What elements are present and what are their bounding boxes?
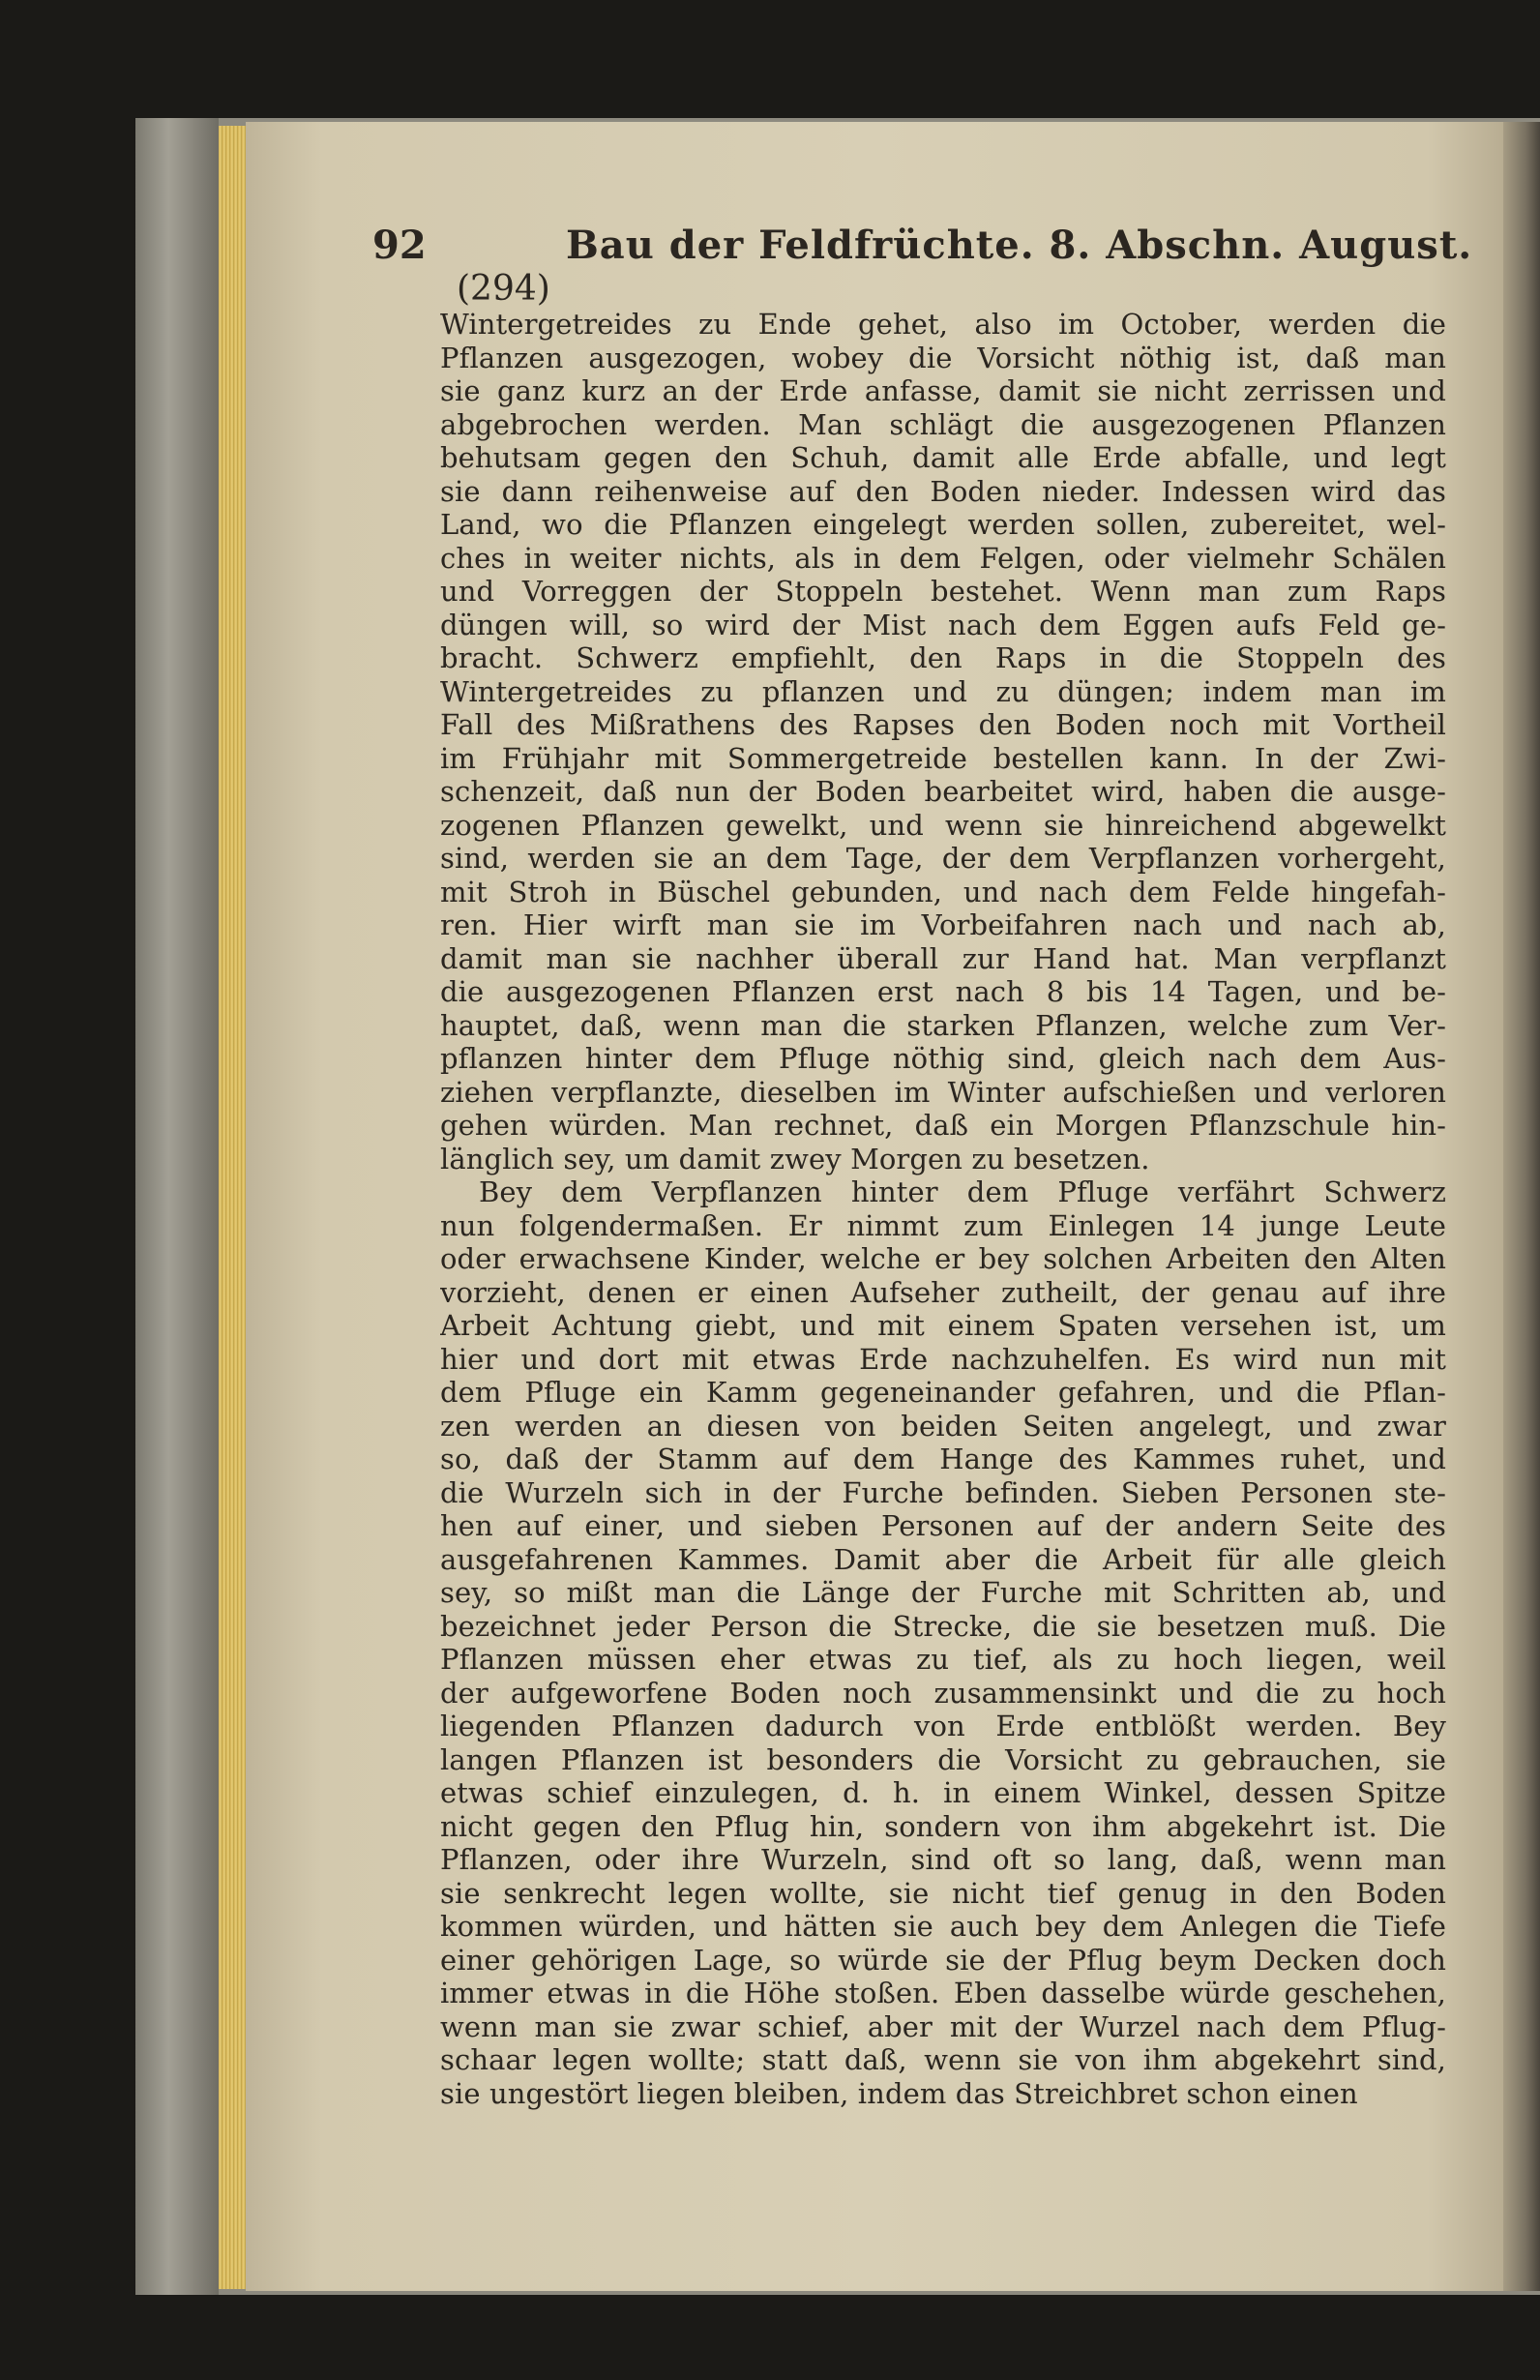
text-line: hauptet, daß, wenn man die starken Pflanzen, welche zum Ver-: [440, 1008, 1446, 1042]
text-line: mit Stroh in Büschel gebunden, und nach dem Felde hingefah-: [440, 875, 1446, 908]
text-line: ches in weiter nichts, als in dem Felgen, oder vielmehr Schälen: [440, 541, 1446, 575]
text-line: zen werden an diesen von beiden Seiten angelegt, und zwar: [440, 1409, 1446, 1443]
text-line: sey, so mißt man die Länge der Furche mit Schritten ab, und: [440, 1576, 1446, 1609]
section-number: (294): [457, 269, 550, 309]
text-line: sie dann reihenweise auf den Boden nieder. Indessen wird das: [440, 474, 1446, 508]
text-line: länglich sey, um damit zwey Morgen zu besetzen.: [440, 1142, 1150, 1175]
text-line: pflanzen hinter dem Pfluge nöthig sind, gleich nach dem Aus-: [440, 1042, 1446, 1075]
text-line: Pflanzen müssen eher etwas zu tief, als zu hoch liegen, weil: [440, 1643, 1446, 1676]
text-line: ziehen verpflanzte, dieselben im Winter aufschießen und verloren: [440, 1075, 1446, 1109]
text-line: hier und dort mit etwas Erde nachzuhelfen. Es wird nun mit: [440, 1342, 1446, 1376]
text-line: hen auf einer, und sieben Personen auf der andern Seite des: [440, 1509, 1446, 1542]
text-line: Fall des Mißrathens des Rapses den Boden noch mit Vortheil: [440, 708, 1446, 741]
text-line: schenzeit, daß nun der Boden bearbeitet wird, haben die ausge-: [440, 775, 1446, 808]
text-line: Pflanzen ausgezogen, wobey die Vorsicht nöthig ist, daß man: [440, 341, 1446, 374]
text-line: sie ganz kurz an der Erde anfasse, damit sie nicht zerrissen und: [440, 374, 1446, 407]
text-line: immer etwas in die Höhe stoßen. Eben dasselbe würde geschehen,: [440, 1977, 1446, 2009]
text-line: bezeichnet jeder Person die Strecke, die sie besetzen muß. Die: [440, 1609, 1446, 1643]
text-line: behutsam gegen den Schuh, damit alle Erde abfalle, und legt: [440, 441, 1446, 474]
text-line: Land, wo die Pflanzen eingelegt werden sollen, zubereitet, wel-: [440, 508, 1446, 541]
text-line: Bey dem Verpflanzen hinter dem Pfluge verfährt Schwerz: [479, 1175, 1446, 1208]
text-line: die ausgezogenen Pflanzen erst nach 8 bis 14 Tagen, und be-: [440, 975, 1446, 1008]
page-header: [372, 223, 1473, 309]
text-line: sind, werden sie an dem Tage, der dem Verpflanzen vorhergeht,: [440, 842, 1446, 875]
body-text: [440, 308, 1446, 2110]
text-line: wenn man sie zwar schief, aber mit der Wurzel nach dem Pflug-: [440, 2009, 1446, 2043]
text-line: abgebrochen werden. Man schlägt die ausgezogenen Pflanzen: [440, 407, 1446, 441]
text-line: Wintergetreides zu Ende gehet, also im October, werden die: [440, 308, 1446, 341]
text-line: etwas schief einzulegen, d. h. in einem Winkel, dessen Spitze: [440, 1776, 1446, 1809]
text-line: Wintergetreides zu pflanzen und zu düngen; indem man im: [440, 674, 1446, 708]
text-line: die Wurzeln sich in der Furche befinden. Sieben Personen ste-: [440, 1475, 1446, 1509]
text-line: Pflanzen, oder ihre Wurzeln, sind oft so lang, daß, wenn man: [440, 1843, 1446, 1876]
text-line: sie ungestört liegen bleiben, indem das Streichbret schon einen: [440, 2076, 1358, 2110]
text-line: langen Pflanzen ist besonders die Vorsicht zu gebrauchen, sie: [440, 1742, 1446, 1776]
page-gutter-shadow: [1503, 122, 1540, 2291]
text-line: liegenden Pflanzen dadurch von Erde entblößt werden. Bey: [440, 1710, 1446, 1742]
text-line: nun folgendermaßen. Er nimmt zum Einlegen 14 junge Leute: [440, 1208, 1446, 1242]
page-number: 92: [372, 223, 427, 268]
text-line: zogenen Pflanzen gewelkt, und wenn sie hinreichend abgewelkt: [440, 808, 1446, 842]
text-line: einer gehörigen Lage, so würde sie der Pflug beym Decken doch: [440, 1943, 1446, 1977]
text-line: ausgefahrenen Kammes. Damit aber die Arbeit für alle gleich: [440, 1542, 1446, 1576]
text-line: schaar legen wollte; statt daß, wenn sie von ihm abgekehrt sind,: [440, 2043, 1446, 2076]
text-line: gehen würden. Man rechnet, daß ein Morgen Pflanzschule hin-: [440, 1109, 1446, 1142]
text-line: ren. Hier wirft man sie im Vorbeifahren nach und nach ab,: [440, 908, 1446, 941]
text-line: nicht gegen den Pflug hin, sondern von ihm abgekehrt ist. Die: [440, 1809, 1446, 1843]
text-line: oder erwachsene Kinder, welche er bey solchen Arbeiten den Alten: [440, 1242, 1446, 1275]
text-line: Arbeit Achtung giebt, und mit einem Spaten versehen ist, um: [440, 1309, 1446, 1342]
text-line: dem Pfluge ein Kamm gegeneinander gefahren, und die Pflan-: [440, 1376, 1446, 1409]
running-title: Bau der Feldfrüchte. 8. Abschn. August.: [566, 223, 1473, 268]
text-line: düngen will, so wird der Mist nach dem Eggen aufs Feld ge-: [440, 608, 1446, 641]
text-line: bracht. Schwerz empfiehlt, den Raps in die Stoppeln des: [440, 641, 1446, 674]
book-spine-edge: [135, 118, 219, 2295]
text-line: im Frühjahr mit Sommergetreide bestellen kann. In der Zwi-: [440, 741, 1446, 775]
gilt-page-edges: [219, 126, 246, 2289]
text-line: so, daß der Stamm auf dem Hange des Kammes ruhet, und: [440, 1443, 1446, 1475]
text-line: sie senkrecht legen wollte, sie nicht tief genug in den Boden: [440, 1876, 1446, 1910]
text-line: vorzieht, denen er einen Aufseher zutheilt, der genau auf ihre: [440, 1275, 1446, 1309]
text-line: der aufgeworfene Boden noch zusammensinkt und die zu hoch: [440, 1676, 1446, 1710]
text-line: damit man sie nachher überall zur Hand hat. Man verpflanzt: [440, 941, 1446, 975]
text-line: und Vorreggen der Stoppeln bestehet. Wenn man zum Raps: [440, 575, 1446, 608]
text-line: kommen würden, und hätten sie auch bey dem Anlegen die Tiefe: [440, 1910, 1446, 1943]
